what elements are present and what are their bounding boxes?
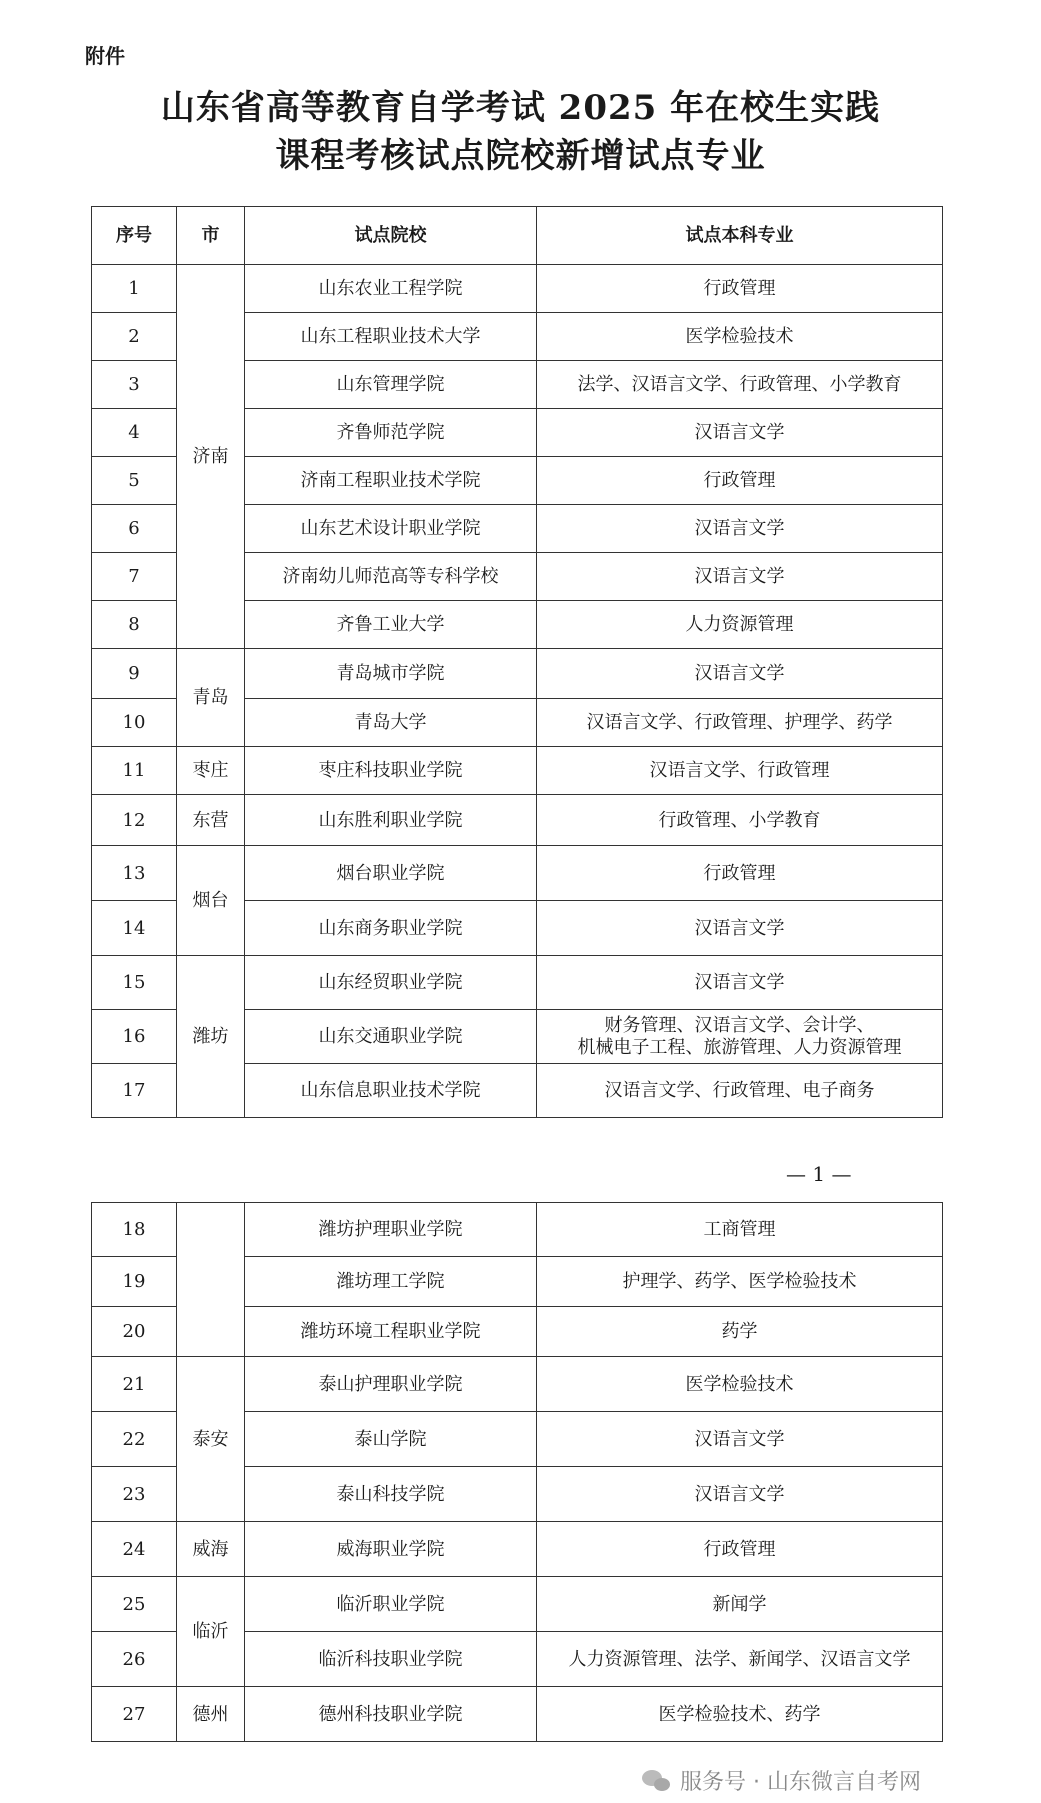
- row-serial: 16: [92, 1010, 177, 1064]
- row-serial: 22: [92, 1412, 177, 1467]
- row-school: 山东农业工程学院: [245, 265, 537, 313]
- row-city: 枣庄: [177, 747, 245, 795]
- row-city: 烟台: [177, 846, 245, 956]
- row-serial: 25: [92, 1577, 177, 1632]
- row-school: 青岛大学: [245, 699, 537, 747]
- row-majors: 人力资源管理: [537, 601, 943, 649]
- pilot-schools-table-page1: [91, 206, 943, 1118]
- row-school: 山东经贸职业学院: [245, 956, 537, 1010]
- row-majors: 汉语言文学、行政管理: [537, 747, 943, 795]
- pilot-schools-table-page2: [91, 1202, 943, 1742]
- row-serial: 21: [92, 1357, 177, 1412]
- row-city: 威海: [177, 1522, 245, 1577]
- table-header-row: [92, 207, 943, 265]
- row-school: 临沂职业学院: [245, 1577, 537, 1632]
- row-city: 泰安: [177, 1357, 245, 1522]
- row-serial: 6: [92, 505, 177, 553]
- row-school: 山东交通职业学院: [245, 1010, 537, 1064]
- row-majors: 护理学、药学、医学检验技术: [537, 1257, 943, 1307]
- page-number: — 1 —: [786, 1162, 852, 1186]
- header-serial: 序号: [92, 207, 177, 265]
- row-majors: 医学检验技术: [537, 313, 943, 361]
- row-serial: 2: [92, 313, 177, 361]
- row-city: 济南: [177, 265, 245, 649]
- row-school: 齐鲁工业大学: [245, 601, 537, 649]
- row-majors: 汉语言文学: [537, 409, 943, 457]
- table-row: [92, 956, 943, 1010]
- row-serial: 18: [92, 1203, 177, 1257]
- wechat-icon: [642, 1770, 672, 1792]
- row-majors: 财务管理、汉语言文学、会计学、 机械电子工程、旅游管理、人力资源管理: [537, 1010, 943, 1064]
- row-serial: 12: [92, 795, 177, 846]
- header-school: 试点院校: [245, 207, 537, 265]
- row-majors: 行政管理: [537, 846, 943, 901]
- row-school: 山东信息职业技术学院: [245, 1064, 537, 1118]
- table-row: [92, 1577, 943, 1632]
- row-serial: 7: [92, 553, 177, 601]
- row-majors: 人力资源管理、法学、新闻学、汉语言文学: [537, 1632, 943, 1687]
- row-school: 泰山护理职业学院: [245, 1357, 537, 1412]
- row-serial: 24: [92, 1522, 177, 1577]
- row-serial: 27: [92, 1687, 177, 1742]
- row-serial: 5: [92, 457, 177, 505]
- row-majors: 汉语言文学: [537, 1467, 943, 1522]
- row-serial: 23: [92, 1467, 177, 1522]
- header-majors: 试点本科专业: [537, 207, 943, 265]
- row-school: 泰山学院: [245, 1412, 537, 1467]
- document-title-line2: 课程考核试点院校新增试点专业: [275, 136, 766, 176]
- row-majors: 医学检验技术: [537, 1357, 943, 1412]
- row-city: 德州: [177, 1687, 245, 1742]
- row-majors: 汉语言文学: [537, 956, 943, 1010]
- row-serial: 9: [92, 649, 177, 699]
- row-city: 潍坊: [177, 956, 245, 1118]
- table-row: [92, 1203, 943, 1257]
- row-majors: 法学、汉语言文学、行政管理、小学教育: [537, 361, 943, 409]
- row-majors: 工商管理: [537, 1203, 943, 1257]
- row-serial: 19: [92, 1257, 177, 1307]
- table-row: [92, 795, 943, 846]
- row-serial: 3: [92, 361, 177, 409]
- table-row: [92, 846, 943, 901]
- row-school: 青岛城市学院: [245, 649, 537, 699]
- attachment-label: 附件: [85, 44, 125, 68]
- row-serial: 15: [92, 956, 177, 1010]
- row-serial: 17: [92, 1064, 177, 1118]
- row-school: 济南工程职业技术学院: [245, 457, 537, 505]
- row-serial: 10: [92, 699, 177, 747]
- row-serial: 4: [92, 409, 177, 457]
- row-majors: 行政管理: [537, 457, 943, 505]
- row-majors: 行政管理: [537, 1522, 943, 1577]
- row-majors: 汉语言文学: [537, 1412, 943, 1467]
- row-school: 泰山科技学院: [245, 1467, 537, 1522]
- row-school: 德州科技职业学院: [245, 1687, 537, 1742]
- row-school: 山东商务职业学院: [245, 901, 537, 956]
- row-majors: 行政管理: [537, 265, 943, 313]
- row-school: 威海职业学院: [245, 1522, 537, 1577]
- row-school: 山东艺术设计职业学院: [245, 505, 537, 553]
- row-school: 山东管理学院: [245, 361, 537, 409]
- row-school: 潍坊理工学院: [245, 1257, 537, 1307]
- row-majors: 新闻学: [537, 1577, 943, 1632]
- row-serial: 8: [92, 601, 177, 649]
- watermark-text: 服务号 · 山东微言自考网: [680, 1770, 921, 1795]
- row-majors: 汉语言文学: [537, 553, 943, 601]
- row-school: 临沂科技职业学院: [245, 1632, 537, 1687]
- row-school: 齐鲁师范学院: [245, 409, 537, 457]
- row-school: 山东工程职业技术大学: [245, 313, 537, 361]
- table-row: [92, 747, 943, 795]
- table-row: [92, 1522, 943, 1577]
- row-city: [177, 1203, 245, 1357]
- row-school: 潍坊环境工程职业学院: [245, 1307, 537, 1357]
- table-row: [92, 265, 943, 313]
- table-row: [92, 649, 943, 699]
- row-majors: 汉语言文学、行政管理、电子商务: [537, 1064, 943, 1118]
- row-school: 枣庄科技职业学院: [245, 747, 537, 795]
- row-serial: 14: [92, 901, 177, 956]
- row-school: 烟台职业学院: [245, 846, 537, 901]
- row-majors: 汉语言文学: [537, 901, 943, 956]
- row-majors: 汉语言文学: [537, 649, 943, 699]
- row-majors: 医学检验技术、药学: [537, 1687, 943, 1742]
- row-majors: 汉语言文学: [537, 505, 943, 553]
- row-school: 济南幼儿师范高等专科学校: [245, 553, 537, 601]
- document-title-line1: 山东省高等教育自学考试 2025 年在校生实践: [160, 88, 881, 128]
- row-city: 东营: [177, 795, 245, 846]
- table-row: [92, 1357, 943, 1412]
- header-city: 市: [177, 207, 245, 265]
- row-school: 山东胜利职业学院: [245, 795, 537, 846]
- row-serial: 20: [92, 1307, 177, 1357]
- row-serial: 11: [92, 747, 177, 795]
- row-majors: 行政管理、小学教育: [537, 795, 943, 846]
- table-row: [92, 1687, 943, 1742]
- row-majors: 汉语言文学、行政管理、护理学、药学: [537, 699, 943, 747]
- row-serial: 13: [92, 846, 177, 901]
- row-school: 潍坊护理职业学院: [245, 1203, 537, 1257]
- row-majors: 药学: [537, 1307, 943, 1357]
- row-city: 临沂: [177, 1577, 245, 1687]
- row-city: 青岛: [177, 649, 245, 747]
- row-serial: 1: [92, 265, 177, 313]
- watermark: [642, 1765, 921, 1796]
- row-serial: 26: [92, 1632, 177, 1687]
